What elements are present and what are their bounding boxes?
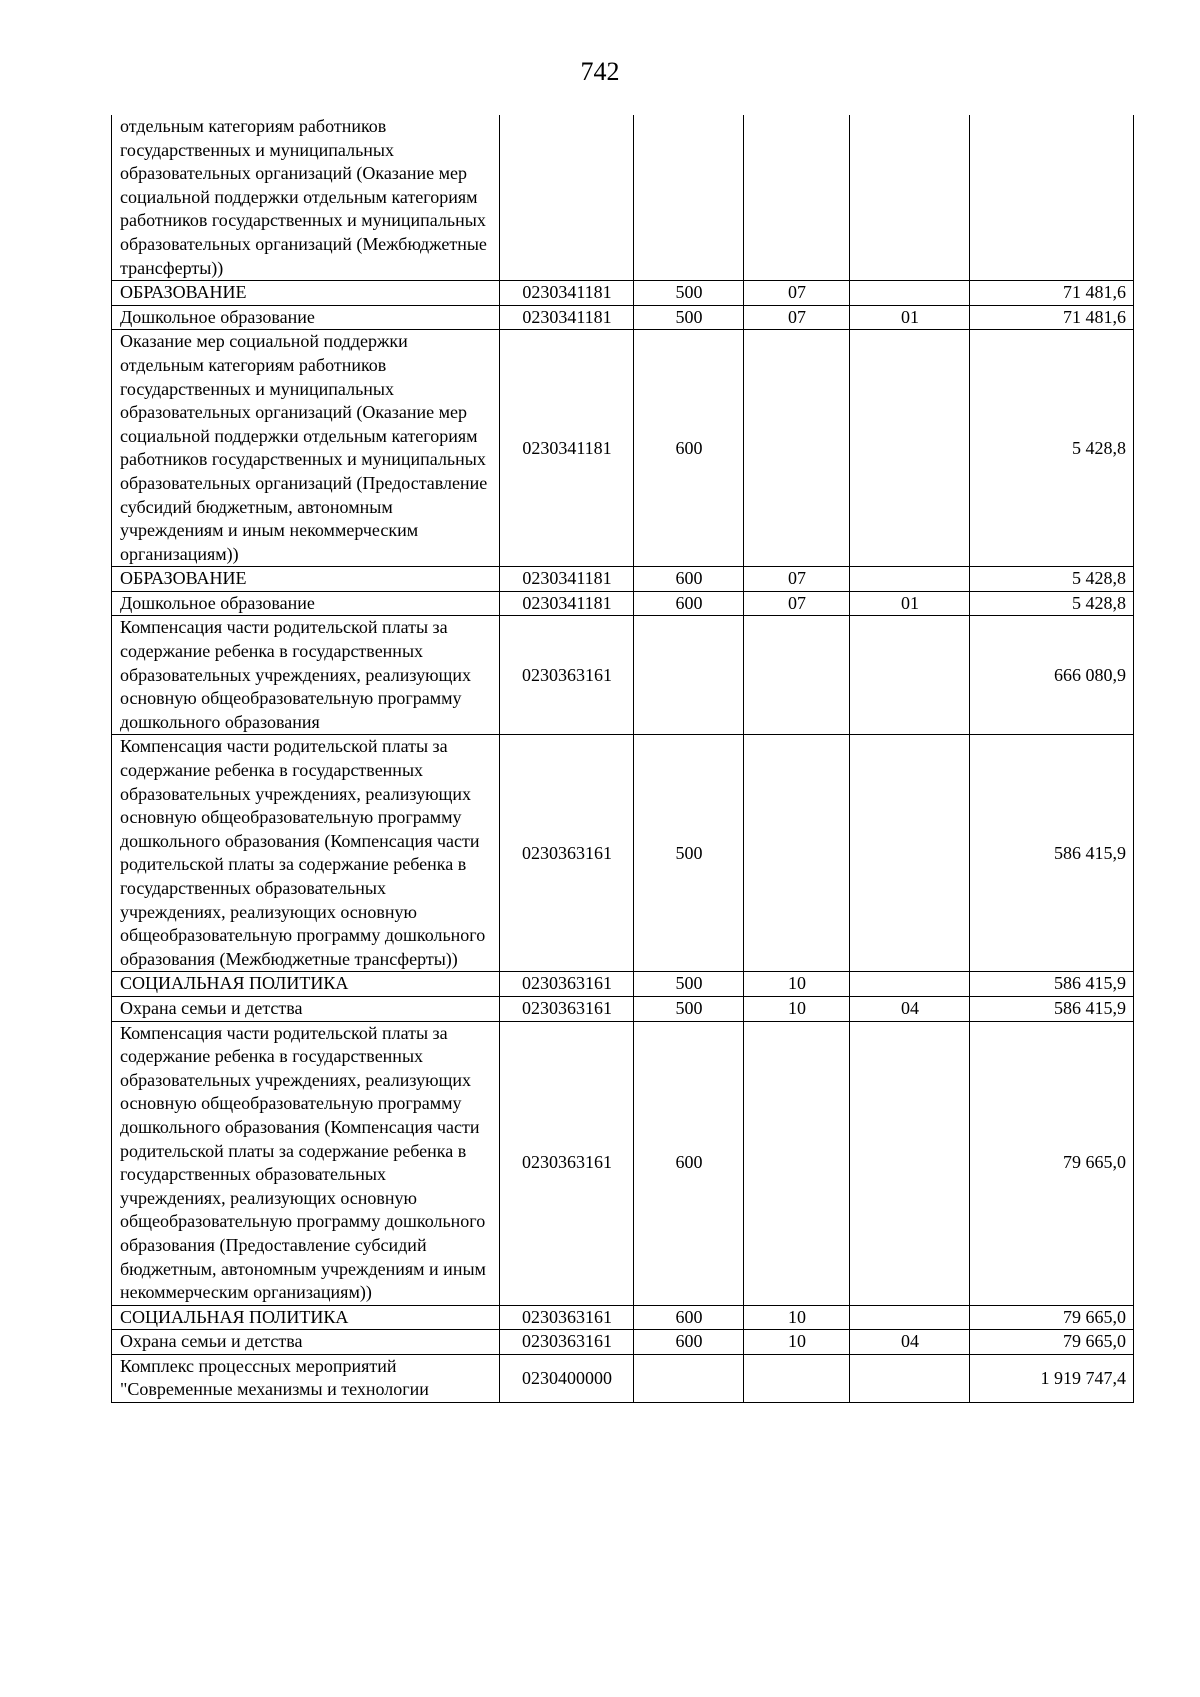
row-section: 10 (744, 1330, 850, 1355)
row-section: 10 (744, 1305, 850, 1330)
table-row (112, 616, 1134, 735)
table-row (112, 115, 1134, 281)
row-type: 600 (634, 1305, 744, 1330)
row-name: СОЦИАЛЬНАЯ ПОЛИТИКА (112, 1305, 500, 1330)
row-subsection (850, 1021, 970, 1305)
budget-table (111, 115, 1134, 1403)
row-amount: 79 665,0 (970, 1021, 1134, 1305)
row-amount: 5 428,8 (970, 330, 1134, 567)
row-amount: 1 919 747,4 (970, 1354, 1134, 1402)
row-name: ОБРАЗОВАНИЕ (112, 281, 500, 306)
row-type (634, 616, 744, 735)
row-name: Компенсация части родительской платы за содержание ребенка в государственных образовательных учреждениях, реализующих основную общеобразовательную программу дошкольного образования (112, 616, 500, 735)
row-code: 0230341181 (500, 305, 634, 330)
row-amount: 5 428,8 (970, 591, 1134, 616)
row-type: 600 (634, 1330, 744, 1355)
row-section: 10 (744, 972, 850, 997)
row-amount: 79 665,0 (970, 1330, 1134, 1355)
row-code: 0230341181 (500, 281, 634, 306)
row-code: 0230363161 (500, 1021, 634, 1305)
row-subsection (850, 1354, 970, 1402)
row-type (634, 1354, 744, 1402)
row-name: Компенсация части родительской платы за содержание ребенка в государственных образовательных учреждениях, реализующих основную общеобразовательную программу дошкольного образования (Компенсация части родительской платы за содержание ребенка в государственных образовательных учреждениях, реализующих основную общеобразовательную программу дошкольного образования (Межбюджетные трансферты)) (112, 735, 500, 972)
row-code: 0230363161 (500, 735, 634, 972)
table-row (112, 1330, 1134, 1355)
row-subsection (850, 115, 970, 281)
row-section: 07 (744, 591, 850, 616)
row-code: 0230363161 (500, 972, 634, 997)
row-code: 0230341181 (500, 591, 634, 616)
row-subsection (850, 1305, 970, 1330)
table-row (112, 305, 1134, 330)
row-section: 07 (744, 567, 850, 592)
row-section (744, 616, 850, 735)
row-type: 500 (634, 996, 744, 1021)
row-code: 0230363161 (500, 616, 634, 735)
table-row (112, 281, 1134, 306)
row-amount (970, 115, 1134, 281)
row-type: 500 (634, 735, 744, 972)
table-row (112, 1354, 1134, 1402)
row-type: 600 (634, 330, 744, 567)
row-type: 500 (634, 305, 744, 330)
row-subsection (850, 330, 970, 567)
row-subsection: 01 (850, 591, 970, 616)
row-subsection (850, 616, 970, 735)
row-subsection (850, 281, 970, 306)
row-amount: 586 415,9 (970, 735, 1134, 972)
row-name: отдельным категориям работников государственных и муниципальных образовательных организаций (Оказание мер социальной поддержки отдельным категориям работников государственных и муниципальных образовательных организаций (Межбюджетные трансферты)) (112, 115, 500, 281)
table-row (112, 330, 1134, 567)
row-section (744, 115, 850, 281)
row-subsection: 01 (850, 305, 970, 330)
row-amount: 71 481,6 (970, 305, 1134, 330)
row-amount: 586 415,9 (970, 996, 1134, 1021)
page-number: 742 (580, 57, 620, 86)
row-code: 0230363161 (500, 996, 634, 1021)
row-section (744, 735, 850, 972)
row-name: Охрана семьи и детства (112, 1330, 500, 1355)
table-row (112, 996, 1134, 1021)
row-code: 0230341181 (500, 330, 634, 567)
row-amount: 79 665,0 (970, 1305, 1134, 1330)
row-code: 0230341181 (500, 567, 634, 592)
row-code: 0230400000 (500, 1354, 634, 1402)
row-subsection: 04 (850, 1330, 970, 1355)
table-row (112, 735, 1134, 972)
row-section: 10 (744, 996, 850, 1021)
row-code: 0230363161 (500, 1330, 634, 1355)
row-amount: 5 428,8 (970, 567, 1134, 592)
row-type: 600 (634, 591, 744, 616)
row-subsection (850, 567, 970, 592)
table-row (112, 567, 1134, 592)
row-type: 600 (634, 567, 744, 592)
table-row (112, 1305, 1134, 1330)
row-type (634, 115, 744, 281)
row-section (744, 1021, 850, 1305)
row-amount: 71 481,6 (970, 281, 1134, 306)
table-row (112, 972, 1134, 997)
row-section: 07 (744, 281, 850, 306)
row-type: 600 (634, 1021, 744, 1305)
row-code: 0230363161 (500, 1305, 634, 1330)
row-amount: 586 415,9 (970, 972, 1134, 997)
row-subsection (850, 735, 970, 972)
row-name: Компенсация части родительской платы за содержание ребенка в государственных образовательных учреждениях, реализующих основную общеобразовательную программу дошкольного образования (Компенсация части родительской платы за содержание ребенка в государственных образовательных учреждениях, реализующих основную общеобразовательную программу дошкольного образования (Предоставление субсидий бюджетным, автономным учреждениям и иным некоммерческим организациям)) (112, 1021, 500, 1305)
table-row (112, 591, 1134, 616)
row-section (744, 1354, 850, 1402)
row-name: ОБРАЗОВАНИЕ (112, 567, 500, 592)
table-row (112, 1021, 1134, 1305)
row-name: Дошкольное образование (112, 305, 500, 330)
row-name: Оказание мер социальной поддержки отдельным категориям работников государственных и муниципальных образовательных организаций (Оказание мер социальной поддержки отдельным категориям работников государственных и муниципальных образовательных организаций (Предоставление субсидий бюджетным, автономным учреждениям и иным некоммерческим организациям)) (112, 330, 500, 567)
row-name: Охрана семьи и детства (112, 996, 500, 1021)
row-name: Комплекс процессных мероприятий "Современные механизмы и технологии (112, 1354, 500, 1402)
row-section: 07 (744, 305, 850, 330)
row-section (744, 330, 850, 567)
row-name: Дошкольное образование (112, 591, 500, 616)
row-amount: 666 080,9 (970, 616, 1134, 735)
row-subsection: 04 (850, 996, 970, 1021)
row-type: 500 (634, 972, 744, 997)
row-code (500, 115, 634, 281)
row-name: СОЦИАЛЬНАЯ ПОЛИТИКА (112, 972, 500, 997)
row-type: 500 (634, 281, 744, 306)
row-subsection (850, 972, 970, 997)
